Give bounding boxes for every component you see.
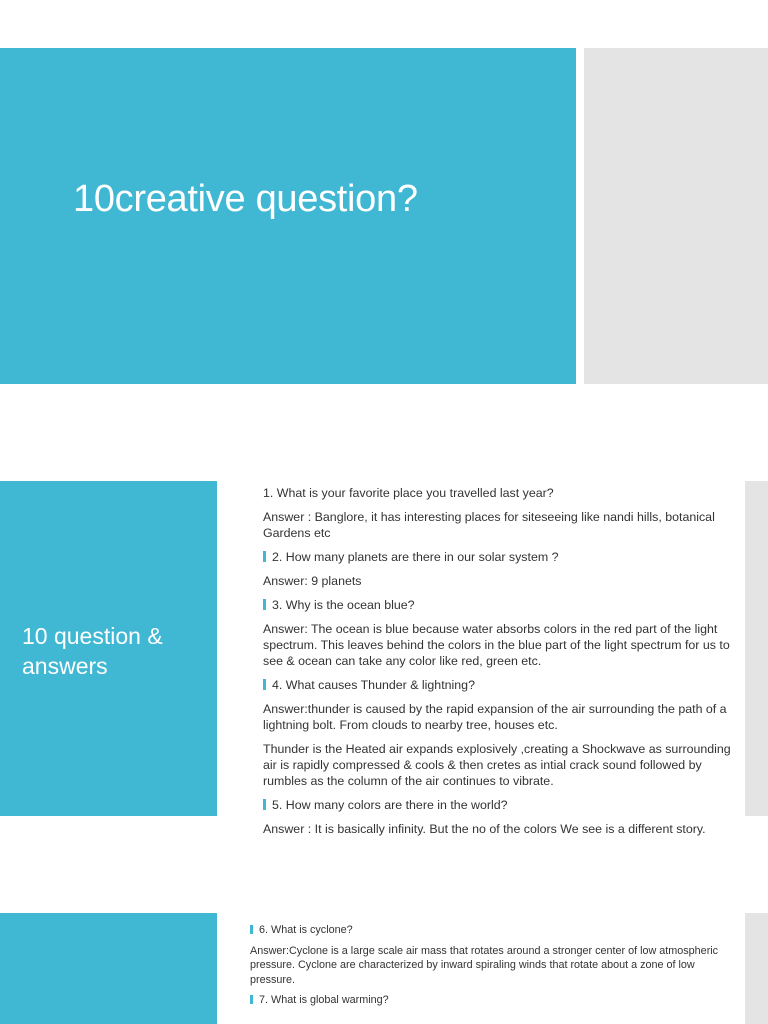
slide2-title: 10 question & answers — [22, 623, 163, 679]
qa-question: 7. What is global warming? — [250, 993, 720, 1008]
slide1-title: 10creative question? — [73, 178, 418, 220]
qa-line: 1. What is your favorite place you travelled last year? — [263, 486, 554, 500]
qa-question: 2. How many planets are there in our solar system ? — [263, 549, 738, 565]
qa-line: Thunder is the Heated air expands explosively ,creating a Shockwave as surrounding air is rapidly compressed & cools & then cretes as intial crack sound followed by rumbles as the column of the air continues to vibrate. — [263, 742, 731, 788]
qa-line: Answer : It is basically infinity. But the no of the colors We see is a different story. — [263, 822, 706, 836]
qa-line: Answer: The ocean is blue because water absorbs colors in the red part of the light spectrum. This leaves behind the colors in the blue part of the light spectrum for us to see & ocean can take any color like red, green etc. — [263, 622, 730, 668]
qa-question: 6. What is cyclone? — [250, 923, 720, 938]
qa-question: 5. How many colors are there in the world? — [263, 797, 738, 813]
qa-line: Answer: 9 planets — [263, 574, 362, 588]
qa-line: Answer : Banglore, it has interesting places for siteseeing like nandi hills, botanical Gardens etc — [263, 510, 715, 540]
qa-line: Answer:Cyclone is a large scale air mass that rotates around a stronger center of low atmospheric pressure. Cyclone are characterized by inward spiraling winds that rotate about a zone of low pressure. — [250, 944, 719, 986]
title-slide-side-panel — [584, 48, 768, 384]
qa-question: 4. What causes Thunder & lightning? — [263, 677, 738, 693]
slide3-side-panel — [745, 913, 768, 1024]
slide2-qa-list — [263, 485, 738, 845]
qa-question: 3. Why is the ocean blue? — [263, 597, 738, 613]
slide3-title-panel — [0, 913, 217, 1024]
slide3-qa-list — [250, 923, 720, 1014]
slide2-side-panel — [745, 481, 768, 816]
qa-line: Answer:thunder is caused by the rapid expansion of the air surrounding the path of a lightning bolt. From clouds to nearby tree, houses etc. — [263, 702, 727, 732]
